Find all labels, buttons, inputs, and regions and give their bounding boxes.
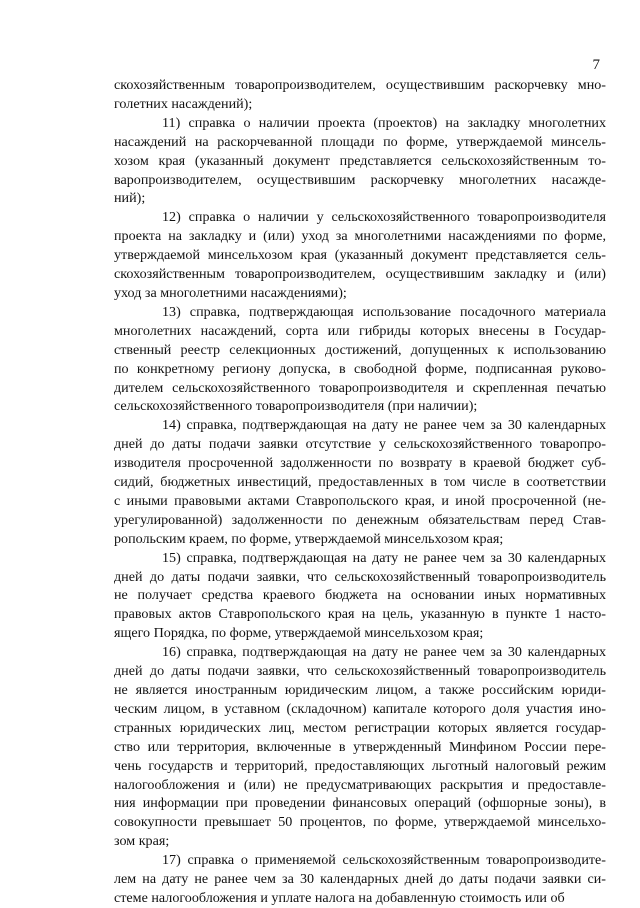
text-line: дней до даты подачи заявки отсутствие у сельскохозяйственного товаропро- [114,436,606,453]
paragraph-2 [114,208,606,303]
text-line: ческим лицом, в уставном (складочном) капитале которого доля участия ино- [114,700,606,717]
document-body [114,76,606,908]
text-line: многолетних насаждений, сорта или гибриды которых внесены в Государ- [114,322,606,339]
text-line: по конкретному региону допуска, в свободной форме, подписанная руково- [114,360,606,377]
text-line: не получает средства краевого бюджета на основании иных нормативных [114,587,606,604]
text-line: 15) справка, подтверждающая на дату не ранее чем за 30 календарных [162,549,606,566]
text-line: скохозяйственным товаропроизводителем, осуществившим раскорчевку мно- [114,77,606,93]
text-line: ство или территория, включенные в утвержденный Минфином России пере- [114,738,606,755]
text-line: хозом края (указанный документ представляется сельскохозяйственным то- [114,152,606,169]
text-line: сидий, бюджетных инвестиций, предоставленных в том числе в соответствии [114,474,606,491]
text-line: 11) справка о наличии проекта (проектов) на закладку многолетних [162,114,606,131]
text-line: дней до даты подачи заявки, что сельскохозяйственный товаропроизводитель [114,663,606,680]
text-line: ний); [114,190,146,207]
text-line: утверждаемой минсельхозом края (указанный документ представляется сель- [114,247,606,264]
text-line: чень государств и территорий, предоставляющих льготный налоговый режим [114,757,606,774]
text-line: странных юридических лиц, местом регистрации которых является государ- [114,719,606,736]
paragraph-4 [114,416,606,548]
text-line: 16) справка, подтверждающая на дату не ранее чем за 30 календарных [162,644,606,661]
text-line: ственный реестр селекционных достижений, допущенных к использованию [114,341,606,358]
text-line: проекта на закладку и (или) уход за многолетними насаждениями по форме, [114,228,606,245]
text-line: 17) справка о применяемой сельскохозяйственным товаропроизводите- [162,852,606,869]
text-line: правовых актов Ставропольского края на цель, указанную в пункте 1 насто- [114,606,606,623]
paragraph-5 [114,549,606,644]
text-line: урегулированной) задолженности по денежным обязательствам перед Став- [114,511,606,528]
text-line: лем на дату не ранее чем за 30 календарных дней до даты подачи заявки си- [114,871,606,888]
text-line: не является иностранным юридическим лицом, а также российским юриди- [114,682,606,698]
text-line: ропольским краем, по форме, утверждаемой минсельхозом края; [114,530,504,547]
paragraph-7 [114,851,606,908]
text-line: налогообложения и (или) не предусматривающих раскрытия и предоставле- [114,776,606,793]
page-number: 7 [592,57,600,73]
text-line: уход за многолетними насаждениями); [114,284,347,301]
text-line: дней до даты подачи заявки, что сельскохозяйственный товаропроизводитель [114,568,606,585]
text-line: ящего Порядка, по форме, утверждаемой минсельхозом края; [114,625,484,642]
text-line: дителем сельскохозяйственного товаропроизводителя и скрепленная печатью [114,379,606,396]
paragraph-1 [114,114,606,209]
paragraph-3 [114,303,606,416]
text-line: совокупности превышает 50 процентов, по форме, утверждаемой минсельхо- [114,814,606,831]
text-line: насаждений на раскорчеванной площади по форме, утверждаемой минсель- [114,133,606,150]
text-line: скохозяйственным товаропроизводителем, осуществившим закладку и (или) [114,266,606,283]
text-line: варопроизводителем, осуществившим раскорчевку многолетних насажде- [114,171,606,188]
text-line: голетних насаждений); [114,95,253,112]
text-line: ния информации при проведении финансовых операций (офшорные зоны), в [114,795,606,812]
text-line: зом края; [114,833,170,850]
text-line: 13) справка, подтверждающая использование посадочного материала [162,303,606,320]
paragraph-6 [114,643,606,851]
text-line: 14) справка, подтверждающая на дату не ранее чем за 30 календарных [162,417,606,434]
text-line: стеме налогообложения и уплате налога на добавленную стоимость или об [114,889,565,906]
text-line: 12) справка о наличии у сельскохозяйственного товаропроизводителя [162,209,606,226]
text-line: сельскохозяйственного товаропроизводителя (при наличии); [114,398,478,415]
paragraph-0 [114,76,606,114]
text-line: с иными правовыми актами Ставропольского края, и иной просроченной (не- [114,492,606,509]
text-line: изводителя просроченной задолженности по возврату в краевой бюджет суб- [114,455,606,472]
